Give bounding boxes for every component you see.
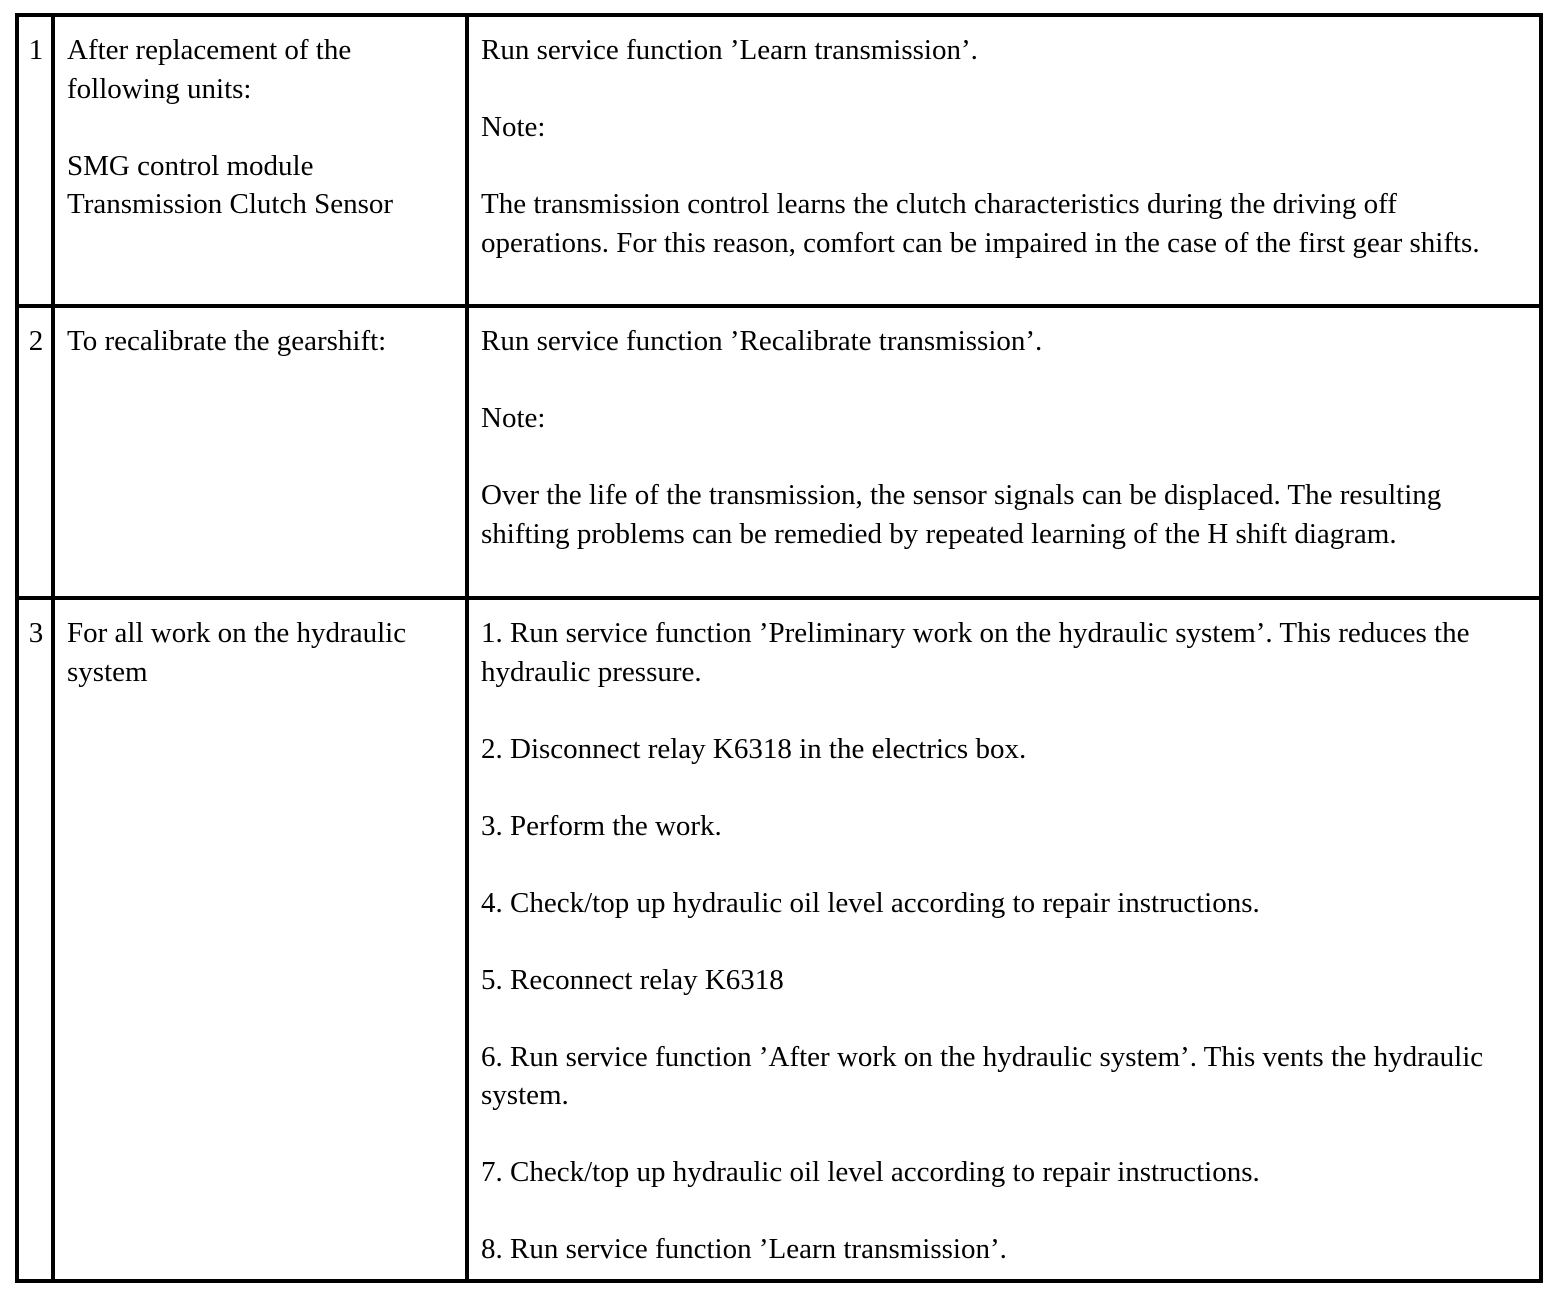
row-number: 3 [17,598,53,1281]
note-label: Note: [481,402,546,434]
condition-cell [53,15,467,306]
step-item: 3. Perform the work. [481,809,722,842]
step-item: 4. Check/top up hydraulic oil level according to repair instructions. [481,886,1260,919]
table-row [17,598,1541,1281]
action-instruction: Run service function ’Recalibrate transmission’. [481,325,1043,357]
action-cell [467,15,1541,306]
step-item: 8. Run service function ’Learn transmission’. [481,1233,1007,1265]
note-label: Note: [481,111,546,143]
note-text: The transmission control learns the clutch characteristics during the driving off operations. For this reason, comfort can be impaired in the case of the first gear shifts. [481,188,1480,259]
condition-cell [53,598,467,1281]
step-item: 6. Run service function ’After work on the hydraulic system’. This vents the hydraulic system. [481,1040,1484,1111]
unit-list [67,147,455,224]
unit-item: SMG control module [67,149,314,182]
row-number: 2 [17,306,53,598]
step-item: 1. Run service function ’Preliminary work on the hydraulic system’. This reduces the hydraulic pressure. [481,617,1470,688]
unit-item: Transmission Clutch Sensor [67,188,394,220]
step-item: 7. Check/top up hydraulic oil level according to repair instructions. [481,1156,1260,1188]
action-instruction: Run service function ’Learn transmission’. [481,34,978,66]
step-item: 2. Disconnect relay K6318 in the electrics box. [481,732,1027,765]
condition-intro: For all work on the hydraulic system [67,617,407,688]
action-cell [467,306,1541,598]
condition-intro: To recalibrate the gearshift: [67,325,387,357]
service-function-table [15,13,1543,1283]
table-row [17,15,1541,306]
row-number: 1 [17,15,53,306]
table-row [17,306,1541,598]
action-cell [467,598,1541,1281]
condition-cell [53,306,467,598]
condition-intro: After replacement of the following units: [67,34,352,105]
note-text: Over the life of the transmission, the sensor signals can be displaced. The resulting shifting problems can be remedied by repeated learning of the H shift diagram. [481,479,1442,550]
step-item: 5. Reconnect relay K6318 [481,963,784,996]
